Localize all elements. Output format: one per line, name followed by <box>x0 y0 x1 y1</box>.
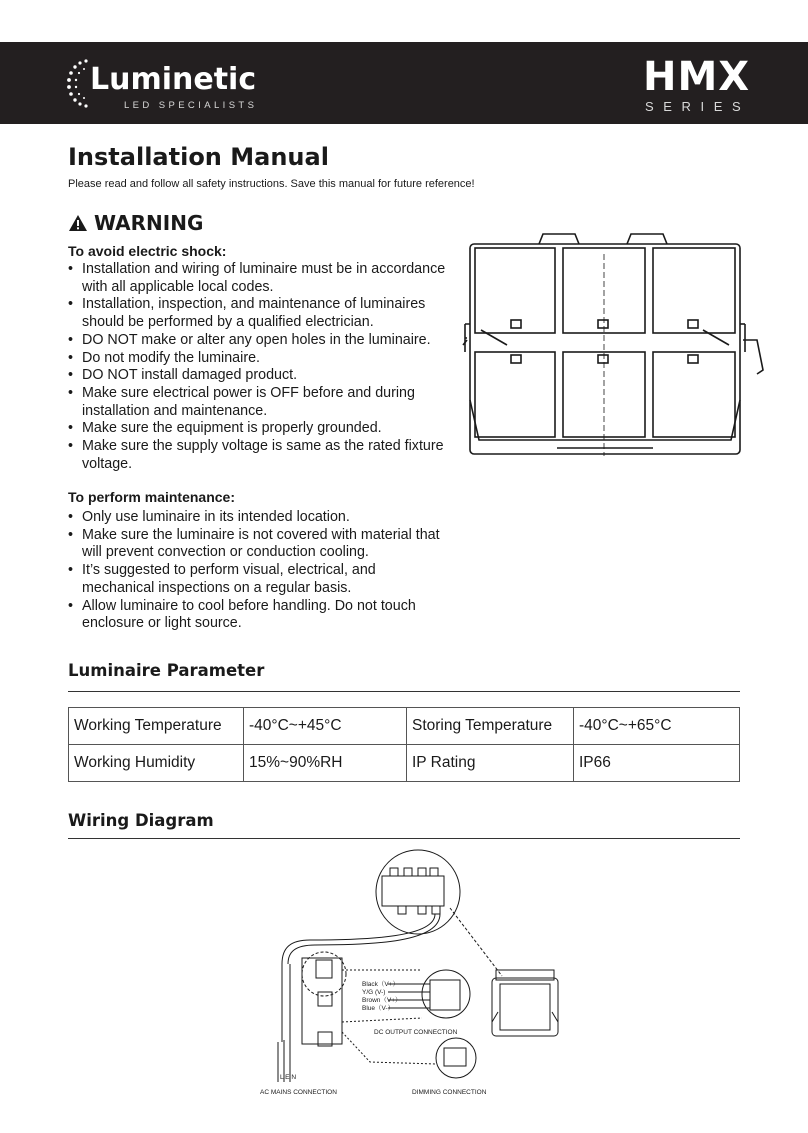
shock-list <box>66 261 446 473</box>
divider <box>68 838 740 839</box>
list-item: • Do not modify the luminaire. <box>66 350 446 368</box>
list-item: • Make sure the supply voltage is same as the rated fixture voltage. <box>66 438 446 473</box>
parameters-heading: Luminaire Parameter <box>68 661 265 680</box>
list-item: • It’s suggested to perform visual, electrical, and mechanical inspections on a regular basis. <box>66 562 446 597</box>
warning-heading <box>68 211 203 235</box>
list-item: • Make sure the luminaire is not covered with material that will prevent convection or conduction cooling. <box>66 527 446 562</box>
divider <box>68 691 740 692</box>
list-item: • Make sure the equipment is properly grounded. <box>66 420 446 438</box>
table-cell: Storing Temperature <box>407 708 574 745</box>
dimming-label: DIMMING CONNECTION <box>412 1089 487 1096</box>
warning-heading-text: WARNING <box>94 211 204 235</box>
wiring-heading: Wiring Diagram <box>68 811 214 830</box>
table-cell: 15%~90%RH <box>244 745 407 782</box>
list-item: • DO NOT install damaged product. <box>66 367 446 385</box>
table-cell: IP66 <box>574 745 740 782</box>
list-item: • Allow luminaire to cool before handling. Do not touch enclosure or light source. <box>66 598 446 633</box>
series-name: HMX <box>643 54 751 100</box>
fixture-illustration <box>467 230 773 460</box>
table-cell: IP Rating <box>407 745 574 782</box>
list-item: • DO NOT make or alter any open holes in the luminaire. <box>66 332 446 350</box>
wire-label: Black（V+） <box>362 981 400 988</box>
brand-tagline: LED SPECIALISTS <box>124 100 258 111</box>
warning-triangle-icon <box>68 214 88 232</box>
table-row <box>69 708 740 745</box>
page-title: Installation Manual <box>68 143 329 171</box>
table-row <box>69 745 740 782</box>
ac-terminal-label: L E N <box>280 1074 297 1081</box>
logo-dots-icon <box>66 55 92 111</box>
ac-mains-label: AC MAINS CONNECTION <box>260 1089 337 1096</box>
maintenance-heading: To perform maintenance: <box>68 489 235 505</box>
page-subtitle: Please read and follow all safety instructions. Save this manual for future reference! <box>68 178 475 190</box>
wire-label: Y/G (V-) <box>362 989 386 996</box>
wiring-diagram <box>260 852 570 1102</box>
wire-label: Blue（V-） <box>362 1005 395 1012</box>
list-item: • Only use luminaire in its intended location. <box>66 509 446 527</box>
list-item: • Installation and wiring of luminaire must be in accordance with all applicable local codes. <box>66 261 446 296</box>
list-item: • Make sure electrical power is OFF before and during installation and maintenance. <box>66 385 446 420</box>
parameters-table <box>68 707 740 782</box>
dc-output-label: DC OUTPUT CONNECTION <box>374 1029 458 1036</box>
table-cell: -40°C~+65°C <box>574 708 740 745</box>
wire-label: Brown（V+） <box>362 997 402 1004</box>
table-cell: Working Temperature <box>69 708 244 745</box>
brand-name: Luminetic <box>90 62 257 97</box>
table-cell: -40°C~+45°C <box>244 708 407 745</box>
list-item: • Installation, inspection, and maintenance of luminaires should be performed by a qualified electrician. <box>66 296 446 331</box>
series-label: SERIES <box>645 99 751 114</box>
maintenance-list <box>66 509 446 633</box>
table-cell: Working Humidity <box>69 745 244 782</box>
shock-heading: To avoid electric shock: <box>68 243 227 259</box>
